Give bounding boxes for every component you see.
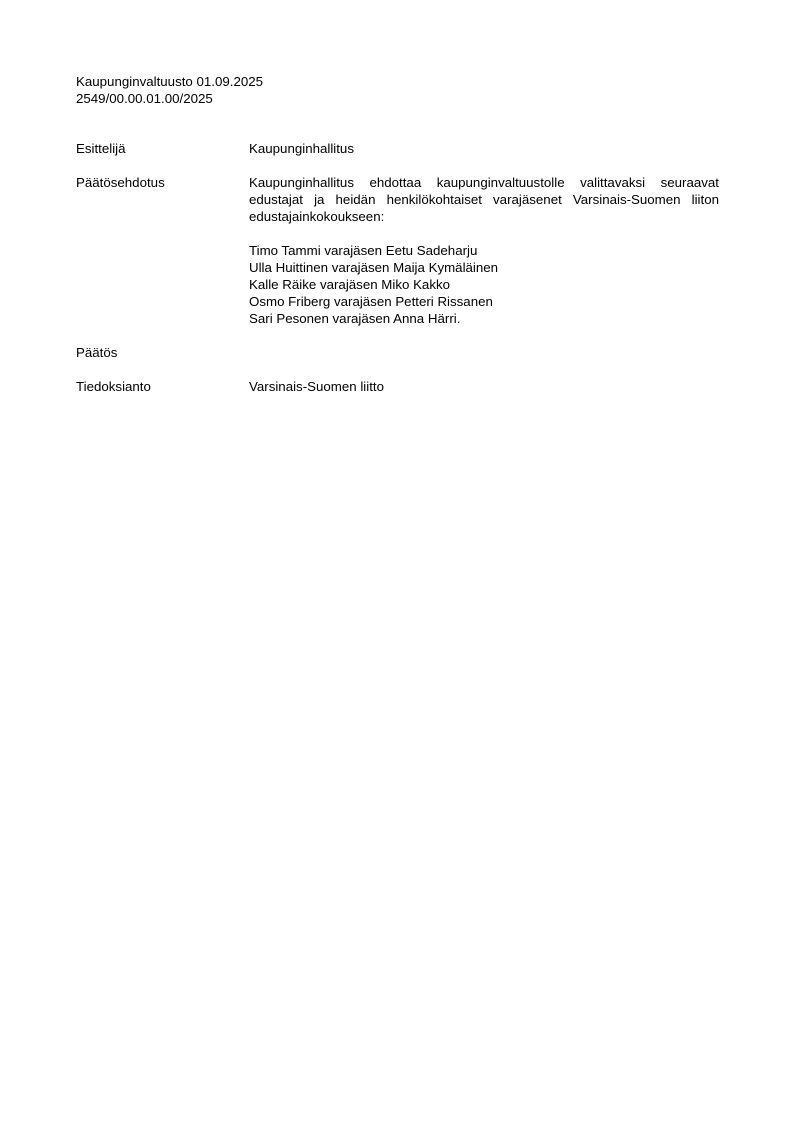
member-line: Ulla Huittinen varajäsen Maija Kymäläinen [249,260,499,275]
spacer [249,225,719,242]
member-line: Timo Tammi varajäsen Eetu Sadeharju [249,243,478,258]
document-header [76,73,263,107]
presenter-label: Esittelijä [76,141,126,156]
decision-label: Päätös [76,345,118,360]
proposal-content [249,174,719,327]
reference-number: 2549/00.00.01.00/2025 [76,91,213,106]
member-line: Sari Pesonen varajäsen Anna Härri. [249,311,461,326]
notification-value: Varsinais-Suomen liitto [249,379,384,394]
member-line: Kalle Räike varajäsen Miko Kakko [249,277,451,292]
member-line: Osmo Friberg varajäsen Petteri Rissanen [249,294,493,309]
meeting-title: Kaupunginvaltuusto 01.09.2025 [76,74,264,89]
notification-label: Tiedoksianto [76,379,151,394]
proposal-label: Päätösehdotus [76,175,165,190]
presenter-value: Kaupunginhallitus [249,141,354,156]
proposal-intro: Kaupunginhallitus ehdottaa kaupunginvaltuustolle valittavaksi seuraavat edustajat ja heidän henkilökohtaiset varajäsenet Varsinais-Suomen liiton edustajainkokoukseen: [249,175,719,224]
